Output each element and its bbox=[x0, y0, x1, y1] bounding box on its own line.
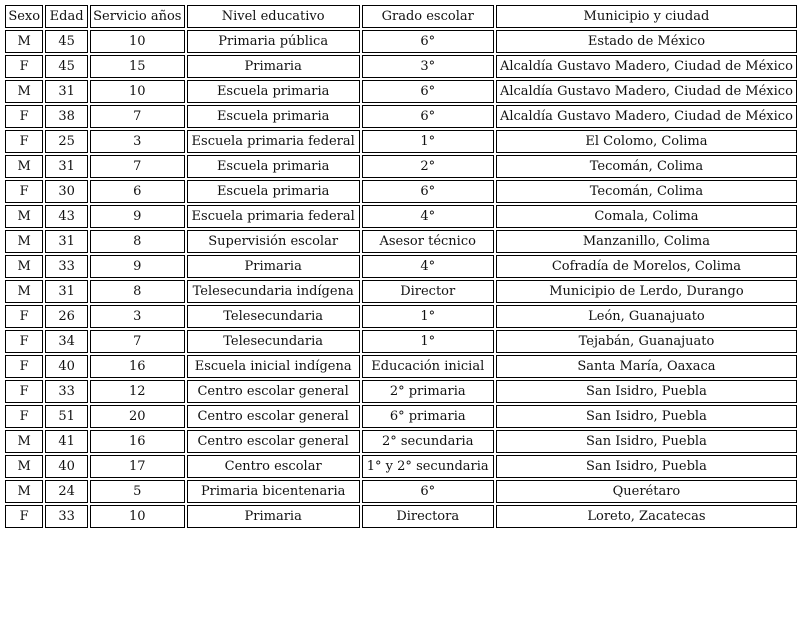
cell-nivel-educativo: Escuela primaria federal bbox=[187, 205, 360, 228]
cell-grado-escolar: Educación inicial bbox=[362, 355, 494, 378]
cell-grado-escolar: 2° bbox=[362, 155, 494, 178]
cell-grado-escolar: 6° bbox=[362, 30, 494, 53]
table-row bbox=[5, 430, 797, 453]
cell-sexo: M bbox=[5, 205, 43, 228]
cell-edad: 33 bbox=[45, 380, 87, 403]
cell-edad: 30 bbox=[45, 180, 87, 203]
cell-servicio-anos: 5 bbox=[90, 480, 185, 503]
cell-sexo: M bbox=[5, 80, 43, 103]
cell-servicio-anos: 9 bbox=[90, 255, 185, 278]
cell-edad: 43 bbox=[45, 205, 87, 228]
table-row bbox=[5, 180, 797, 203]
cell-edad: 31 bbox=[45, 80, 87, 103]
header-grado-escolar: Grado escolar bbox=[362, 5, 494, 28]
cell-municipio-ciudad: Alcaldía Gustavo Madero, Ciudad de México bbox=[496, 80, 797, 103]
cell-edad: 40 bbox=[45, 355, 87, 378]
table-row bbox=[5, 30, 797, 53]
table-row bbox=[5, 205, 797, 228]
cell-municipio-ciudad: Loreto, Zacatecas bbox=[496, 505, 797, 528]
cell-sexo: M bbox=[5, 230, 43, 253]
table-row bbox=[5, 380, 797, 403]
cell-edad: 38 bbox=[45, 105, 87, 128]
cell-municipio-ciudad: Estado de México bbox=[496, 30, 797, 53]
cell-edad: 26 bbox=[45, 305, 87, 328]
table-row bbox=[5, 480, 797, 503]
cell-municipio-ciudad: León, Guanajuato bbox=[496, 305, 797, 328]
cell-grado-escolar: 2° secundaria bbox=[362, 430, 494, 453]
cell-servicio-anos: 16 bbox=[90, 430, 185, 453]
header-row bbox=[5, 5, 797, 28]
header-nivel-educativo: Nivel educativo bbox=[187, 5, 360, 28]
cell-municipio-ciudad: Tecomán, Colima bbox=[496, 180, 797, 203]
cell-sexo: F bbox=[5, 305, 43, 328]
cell-grado-escolar: 1° bbox=[362, 130, 494, 153]
table-row bbox=[5, 155, 797, 178]
cell-sexo: F bbox=[5, 105, 43, 128]
cell-servicio-anos: 16 bbox=[90, 355, 185, 378]
cell-municipio-ciudad: Tecomán, Colima bbox=[496, 155, 797, 178]
cell-edad: 31 bbox=[45, 155, 87, 178]
cell-sexo: F bbox=[5, 180, 43, 203]
cell-municipio-ciudad: El Colomo, Colima bbox=[496, 130, 797, 153]
cell-grado-escolar: Director bbox=[362, 280, 494, 303]
cell-sexo: M bbox=[5, 280, 43, 303]
cell-sexo: F bbox=[5, 405, 43, 428]
cell-grado-escolar: 1° y 2° secundaria bbox=[362, 455, 494, 478]
table-row bbox=[5, 55, 797, 78]
header-municipio-ciudad: Municipio y ciudad bbox=[496, 5, 797, 28]
cell-nivel-educativo: Escuela primaria bbox=[187, 180, 360, 203]
cell-grado-escolar: 4° bbox=[362, 205, 494, 228]
cell-municipio-ciudad: Alcaldía Gustavo Madero, Ciudad de México bbox=[496, 105, 797, 128]
cell-servicio-anos: 15 bbox=[90, 55, 185, 78]
cell-edad: 25 bbox=[45, 130, 87, 153]
cell-grado-escolar: 6° primaria bbox=[362, 405, 494, 428]
cell-nivel-educativo: Primaria bbox=[187, 255, 360, 278]
cell-municipio-ciudad: Querétaro bbox=[496, 480, 797, 503]
cell-servicio-anos: 6 bbox=[90, 180, 185, 203]
cell-nivel-educativo: Primaria bbox=[187, 55, 360, 78]
cell-grado-escolar: 6° bbox=[362, 480, 494, 503]
table-row bbox=[5, 505, 797, 528]
table-row bbox=[5, 355, 797, 378]
cell-municipio-ciudad: Alcaldía Gustavo Madero, Ciudad de México bbox=[496, 55, 797, 78]
cell-nivel-educativo: Supervisión escolar bbox=[187, 230, 360, 253]
cell-servicio-anos: 8 bbox=[90, 230, 185, 253]
cell-sexo: M bbox=[5, 255, 43, 278]
cell-edad: 40 bbox=[45, 455, 87, 478]
cell-grado-escolar: 1° bbox=[362, 305, 494, 328]
participants-table bbox=[3, 3, 799, 530]
cell-edad: 41 bbox=[45, 430, 87, 453]
cell-grado-escolar: 2° primaria bbox=[362, 380, 494, 403]
cell-nivel-educativo: Centro escolar general bbox=[187, 430, 360, 453]
cell-servicio-anos: 17 bbox=[90, 455, 185, 478]
cell-grado-escolar: 4° bbox=[362, 255, 494, 278]
cell-nivel-educativo: Escuela primaria bbox=[187, 80, 360, 103]
cell-servicio-anos: 3 bbox=[90, 130, 185, 153]
table-row bbox=[5, 305, 797, 328]
cell-sexo: F bbox=[5, 355, 43, 378]
cell-nivel-educativo: Centro escolar bbox=[187, 455, 360, 478]
cell-nivel-educativo: Escuela primaria bbox=[187, 155, 360, 178]
cell-edad: 51 bbox=[45, 405, 87, 428]
cell-sexo: F bbox=[5, 505, 43, 528]
cell-nivel-educativo: Escuela primaria federal bbox=[187, 130, 360, 153]
cell-sexo: M bbox=[5, 480, 43, 503]
cell-nivel-educativo: Primaria pública bbox=[187, 30, 360, 53]
cell-municipio-ciudad: San Isidro, Puebla bbox=[496, 380, 797, 403]
cell-servicio-anos: 7 bbox=[90, 105, 185, 128]
cell-nivel-educativo: Primaria bicentenaria bbox=[187, 480, 360, 503]
header-edad: Edad bbox=[45, 5, 87, 28]
cell-nivel-educativo: Telesecundaria indígena bbox=[187, 280, 360, 303]
table-row bbox=[5, 105, 797, 128]
cell-servicio-anos: 7 bbox=[90, 155, 185, 178]
cell-edad: 45 bbox=[45, 55, 87, 78]
cell-grado-escolar: Asesor técnico bbox=[362, 230, 494, 253]
cell-servicio-anos: 12 bbox=[90, 380, 185, 403]
table-row bbox=[5, 130, 797, 153]
cell-edad: 34 bbox=[45, 330, 87, 353]
cell-edad: 33 bbox=[45, 255, 87, 278]
cell-servicio-anos: 10 bbox=[90, 505, 185, 528]
cell-edad: 45 bbox=[45, 30, 87, 53]
cell-grado-escolar: 6° bbox=[362, 105, 494, 128]
cell-nivel-educativo: Telesecundaria bbox=[187, 330, 360, 353]
cell-sexo: F bbox=[5, 130, 43, 153]
cell-nivel-educativo: Escuela primaria bbox=[187, 105, 360, 128]
table-row bbox=[5, 330, 797, 353]
cell-municipio-ciudad: Comala, Colima bbox=[496, 205, 797, 228]
cell-grado-escolar: 1° bbox=[362, 330, 494, 353]
table-body bbox=[5, 30, 797, 528]
cell-municipio-ciudad: San Isidro, Puebla bbox=[496, 405, 797, 428]
cell-edad: 33 bbox=[45, 505, 87, 528]
cell-nivel-educativo: Centro escolar general bbox=[187, 405, 360, 428]
cell-nivel-educativo: Escuela inicial indígena bbox=[187, 355, 360, 378]
cell-servicio-anos: 20 bbox=[90, 405, 185, 428]
cell-municipio-ciudad: San Isidro, Puebla bbox=[496, 430, 797, 453]
cell-edad: 31 bbox=[45, 230, 87, 253]
cell-municipio-ciudad: Santa María, Oaxaca bbox=[496, 355, 797, 378]
cell-sexo: F bbox=[5, 55, 43, 78]
cell-municipio-ciudad: Cofradía de Morelos, Colima bbox=[496, 255, 797, 278]
cell-servicio-anos: 7 bbox=[90, 330, 185, 353]
cell-grado-escolar: 6° bbox=[362, 80, 494, 103]
cell-edad: 31 bbox=[45, 280, 87, 303]
cell-nivel-educativo: Telesecundaria bbox=[187, 305, 360, 328]
cell-municipio-ciudad: Tejabán, Guanajuato bbox=[496, 330, 797, 353]
cell-servicio-anos: 10 bbox=[90, 30, 185, 53]
table-row bbox=[5, 80, 797, 103]
cell-grado-escolar: 6° bbox=[362, 180, 494, 203]
cell-sexo: M bbox=[5, 455, 43, 478]
cell-nivel-educativo: Primaria bbox=[187, 505, 360, 528]
cell-edad: 24 bbox=[45, 480, 87, 503]
table-row bbox=[5, 280, 797, 303]
cell-municipio-ciudad: Manzanillo, Colima bbox=[496, 230, 797, 253]
table-row bbox=[5, 405, 797, 428]
table-row bbox=[5, 255, 797, 278]
cell-servicio-anos: 10 bbox=[90, 80, 185, 103]
table-row bbox=[5, 455, 797, 478]
cell-sexo: F bbox=[5, 380, 43, 403]
header-servicio-anos: Servicio años bbox=[90, 5, 185, 28]
cell-municipio-ciudad: San Isidro, Puebla bbox=[496, 455, 797, 478]
cell-grado-escolar: 3° bbox=[362, 55, 494, 78]
cell-servicio-anos: 9 bbox=[90, 205, 185, 228]
cell-servicio-anos: 8 bbox=[90, 280, 185, 303]
cell-grado-escolar: Directora bbox=[362, 505, 494, 528]
cell-sexo: M bbox=[5, 430, 43, 453]
cell-sexo: M bbox=[5, 155, 43, 178]
cell-nivel-educativo: Centro escolar general bbox=[187, 380, 360, 403]
cell-servicio-anos: 3 bbox=[90, 305, 185, 328]
header-sexo: Sexo bbox=[5, 5, 43, 28]
cell-sexo: M bbox=[5, 30, 43, 53]
table-row bbox=[5, 230, 797, 253]
cell-municipio-ciudad: Municipio de Lerdo, Durango bbox=[496, 280, 797, 303]
cell-sexo: F bbox=[5, 330, 43, 353]
